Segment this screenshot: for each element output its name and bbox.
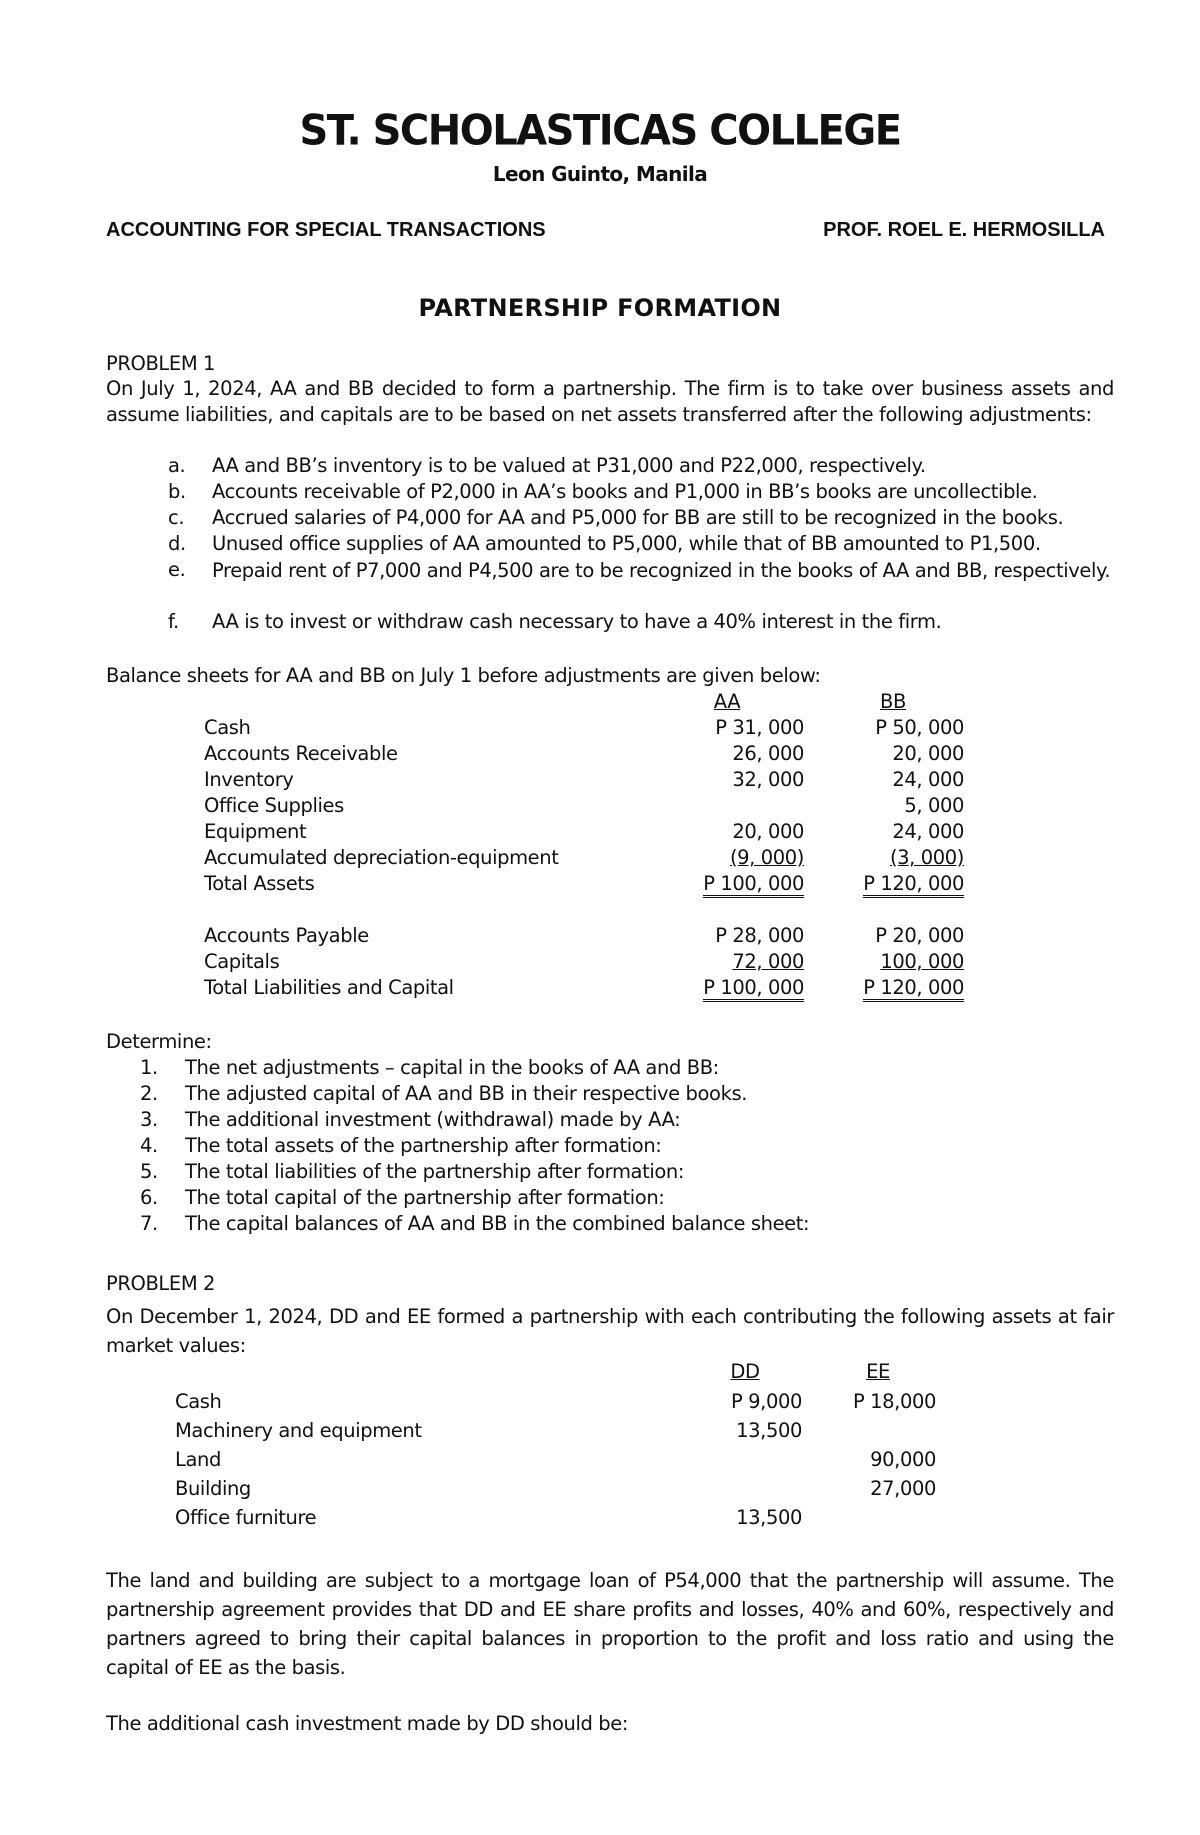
row-label: Total Liabilities and Capital [204, 976, 454, 999]
question-number: 6. [140, 1186, 158, 1209]
bb-value: P 20, 000 [875, 924, 964, 947]
adjustment-letter: a. [168, 454, 186, 477]
aa-value: 32, 000 [732, 768, 804, 791]
question-text: The capital balances of AA and BB in the combined balance sheet: [185, 1212, 810, 1235]
question-number: 1. [140, 1056, 158, 1079]
row-label: Accounts Payable [204, 924, 369, 947]
aa-value: 20, 000 [732, 820, 804, 843]
bb-value: 20, 000 [892, 742, 964, 765]
aa-value: 72, 000 [732, 950, 804, 973]
question-text: The adjusted capital of AA and BB in their respective books. [185, 1082, 748, 1105]
bb-total: P 120, 000 [800, 872, 964, 895]
dd-value: P 9,000 [731, 1390, 802, 1413]
adjustment-letter: d. [168, 532, 186, 555]
problem-2-paragraph: The land and building are subject to a mortgage loan of P54,000 that the partnership will assume. The partnership agreement provides that DD and EE share profits and losses, 40% and 60%, respectively and partners agreed to bring their capital balances in proportion to the profit and loss ratio and using the capital of EE as the basis. [106, 1569, 1114, 1679]
row-label: Accounts Receivable [204, 742, 398, 765]
row-label: Office Supplies [204, 794, 344, 817]
row-label: Machinery and equipment [175, 1419, 422, 1442]
column-header-aa: AA [713, 690, 741, 713]
row-label: Total Assets [204, 872, 315, 895]
college-address: Leon Guinto, Manila [492, 162, 708, 186]
bb-value: 100, 000 [880, 950, 964, 973]
problem-1-intro: On July 1, 2024, AA and BB decided to form a partnership. The firm is to take over business assets and assume liabilities, and capitals are to be based on net assets transferred after the following adjustments: [106, 377, 1114, 426]
row-label: Equipment [204, 820, 307, 843]
row-label: Cash [175, 1390, 222, 1413]
adjustment-text: Unused office supplies of AA amounted to P5,000, while that of BB amounted to P1,500. [212, 532, 1041, 555]
question-number: 2. [140, 1082, 158, 1105]
bb-value: 24, 000 [892, 768, 964, 791]
document-title: PARTNERSHIP FORMATION [418, 294, 782, 322]
row-label: Building [175, 1477, 251, 1500]
question-number: 5. [140, 1160, 158, 1183]
adjustment-text: Accrued salaries of P4,000 for AA and P5,000 for BB are still to be recognized in the books. [212, 506, 1064, 529]
adjustment-text: AA and BB’s inventory is to be valued at P31,000 and P22,000, respectively. [212, 454, 926, 477]
question-text: The total assets of the partnership after formation: [185, 1134, 662, 1157]
college-name: ST. SCHOLASTICAS COLLEGE [299, 106, 901, 156]
column-header-ee: EE [866, 1360, 890, 1383]
ee-value: 90,000 [870, 1448, 936, 1471]
course-title: ACCOUNTING FOR SPECIAL TRANSACTIONS [106, 219, 546, 241]
dd-value: 13,500 [736, 1419, 802, 1442]
row-label: Office furniture [175, 1506, 317, 1529]
aa-total: P 100, 000 [640, 872, 804, 895]
question-number: 7. [140, 1212, 158, 1235]
question-text: The total capital of the partnership after formation: [185, 1186, 665, 1209]
adjustment-text: Prepaid rent of P7,000 and P4,500 are to be recognized in the books of AA and BB, respectively. [212, 559, 1111, 582]
aa-total: P 100, 000 [640, 976, 804, 999]
aa-value: P 31, 000 [715, 716, 804, 739]
ee-value: P 18,000 [853, 1390, 936, 1413]
bb-value: (3, 000) [889, 846, 964, 869]
question-number: 4. [140, 1134, 158, 1157]
question-text: The additional investment (withdrawal) made by AA: [185, 1108, 681, 1131]
bb-value: 24, 000 [892, 820, 964, 843]
adjustment-letter: e. [168, 558, 186, 581]
problem-1-heading: PROBLEM 1 [106, 352, 216, 375]
adjustment-letter: f. [168, 610, 179, 633]
adjustment-text: Accounts receivable of P2,000 in AA’s books and P1,000 in BB’s books are uncollectible. [212, 480, 1038, 503]
column-header-bb: BB [880, 690, 906, 713]
row-label: Capitals [204, 950, 280, 973]
ee-value: 27,000 [870, 1477, 936, 1500]
column-header-dd: DD [730, 1360, 760, 1383]
row-label: Cash [204, 716, 251, 739]
bb-value: 5, 000 [904, 794, 964, 817]
row-label: Land [175, 1448, 221, 1471]
adjustment-text: AA is to invest or withdraw cash necessary to have a 40% interest in the firm. [212, 610, 942, 633]
determine-label: Determine: [106, 1030, 212, 1053]
adjustment-letter: c. [168, 506, 185, 529]
professor-name: PROF. ROEL E. HERMOSILLA [823, 219, 1105, 241]
bb-value: P 50, 000 [875, 716, 964, 739]
balance-sheet-intro: Balance sheets for AA and BB on July 1 before adjustments are given below: [106, 664, 821, 687]
problem-2-question: The additional cash investment made by DD should be: [106, 1712, 629, 1735]
question-text: The net adjustments – capital in the books of AA and BB: [185, 1056, 719, 1079]
aa-value: 26, 000 [732, 742, 804, 765]
dd-value: 13,500 [736, 1506, 802, 1529]
adjustment-letter: b. [168, 480, 186, 503]
row-label: Inventory [204, 768, 294, 791]
question-text: The total liabilities of the partnership after formation: [185, 1160, 685, 1183]
aa-value: P 28, 000 [715, 924, 804, 947]
problem-2-intro: On December 1, 2024, DD and EE formed a partnership with each contributing the following assets at fair market values: [106, 1305, 1114, 1357]
problem-2-heading: PROBLEM 2 [106, 1272, 216, 1295]
question-number: 3. [140, 1108, 158, 1131]
row-label: Accumulated depreciation-equipment [204, 846, 559, 869]
bb-total: P 120, 000 [800, 976, 964, 999]
aa-value: (9, 000) [729, 846, 804, 869]
